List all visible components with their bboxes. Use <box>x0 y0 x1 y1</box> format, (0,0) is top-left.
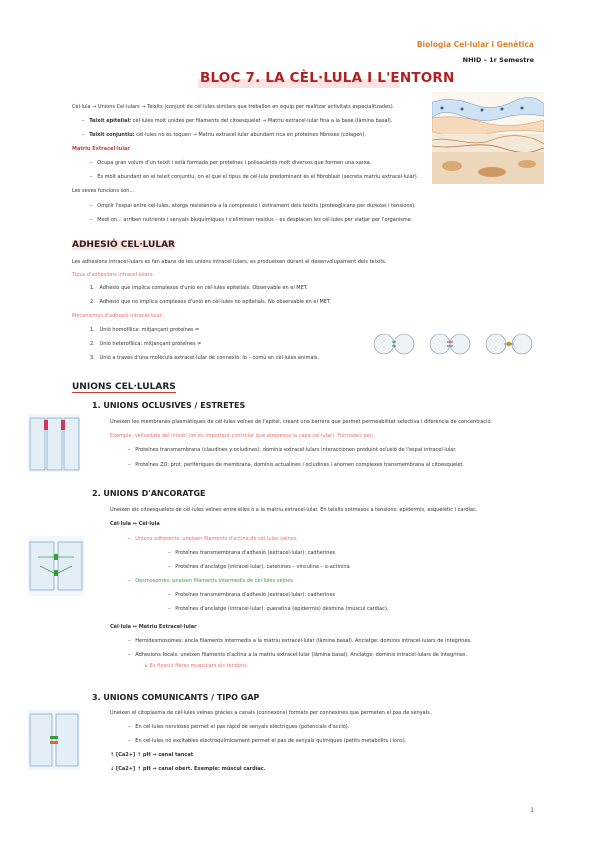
matriu-title: Matriu Extracel·lular <box>72 146 130 152</box>
tipus-item-2: 2. Adhesió que no implica complexos d'unió en cèl·lules no epitelials. No observable en el MET. <box>90 299 331 305</box>
ua-sub-text-2: Proteïnes d'anclatge (intracel·lular): catenines – vinculina – α-actinina <box>175 564 350 570</box>
ua-text: Unions adherents: uneixen filaments d'actina de cèl·lules veïnes. <box>135 536 299 542</box>
hemi-item: – Hemidesmosomes: ancla filaments intermedis a la matriu extracel·lular (làmina basal). Anclatge: dominis intracel·lulars de integrines. <box>128 638 472 644</box>
comunicants-rule-1: ↑ [Ca2+] ↑ pH → canal tancat <box>110 752 194 758</box>
des-sub-2: – Proteïnes d'anclatge (intracel·lular): queratina (epidermis) desmina (múscul cardíac). <box>168 606 389 612</box>
epitelial-item: – Teixit epitelial: cèl·lules molt unides per filaments del citoesquelet → Matriu extracel·lular fina a la base (làmina basal). <box>82 118 393 124</box>
comunicants-bullet-1: – En cèl·lules nervioses permet el pas ràpid de senyals elèctriques (potencials d'acció). <box>128 724 350 730</box>
conjuntiu-text: cèl·lules no es toquen → Matriu extracel·lular abundant rica en proteïnes fibroses (colagen). <box>136 132 367 138</box>
funcio-item-2: – Medi on... arriben nutrients i senyals bioquímiques i s'eliminen residus – es desplacen les cèl·lules per viatjar per l'organisme. <box>90 217 413 223</box>
page-number: 1 <box>530 806 534 814</box>
matriu-text-1: Ocupa gran volum d'un teixit i està formada per proteïnes i polisacàrids molt diversos que formen una xarxa. <box>97 160 372 166</box>
tissue-illustration <box>432 92 544 184</box>
oclusives-illustration <box>28 414 80 472</box>
funcio-item-1: – Omplir l'espai entre cèl·lules, atorga resistència a la compressió i estirament dels teixits (proteoglicans per durezas i tensions). <box>90 203 416 209</box>
comunicants-bullet-text-2: En cèl·lules no excitables electroquímicament permet el pas de senyals químiques (petits metabòlits i ions). <box>135 738 407 744</box>
mecanisme-item-3: 3. Unió a través d'una molècula extracel·lular de connexió: lo – comú en cèl·lules animals. <box>90 355 319 361</box>
comunicants-line-1: Uneixen el citoplasma de cèl·lules veïnes gràcies a canals (connexons) formats per connexines que permeten el pas de senyals. <box>110 710 432 716</box>
mecanisme-item-2: 2. Unió heterofílica: mitjançant proteïnes ≠ <box>90 341 202 347</box>
adhesio-title <box>72 240 175 251</box>
focals-note: ↳ Es fixació fibres musculars als tendons. <box>144 663 249 669</box>
ua-sub-1: – Proteïnes transmembrana d'adhesió (extracel·lular): cadherines <box>168 550 336 556</box>
epitelial-text: cèl·lules molt unides per filaments del citoesquelet → Matriu extracel·lular fina a la base (làmina basal). <box>132 118 393 124</box>
mecanisme-text-2: Unió heterofílica: mitjançant proteïnes ≠ <box>99 341 202 347</box>
matriu-item-2: – És molt abundant en el teixit conjuntiu, on el que el tipus de cèl·lula predominant és el fibroblast (secreta matriu extracel·lular). <box>90 174 419 180</box>
des-text: Desmosomes: uneixen filaments intermedis de cèl·lules veïnes. <box>135 578 295 584</box>
des-sub-1: – Proteïnes transmembrana d'adhesió (extracel·lular): cadherines <box>168 592 336 598</box>
mecanismes-title: Mecanismes d'adhesió intracel·lular: <box>72 313 164 319</box>
des-sub-text-2: Proteïnes d'anclatge (intracel·lular): queratina (epidermis) desmina (múscul cardíac). <box>175 606 389 612</box>
tipus-item-1: 1. Adhesió que implica complexos d'unió en cèl·lules epitelials. Observable en el MET. <box>90 285 308 291</box>
page-title: BLOC 7. LA CÈL·LULA I L'ENTORN <box>200 70 455 86</box>
oclusives-line-2: Exemple: vellositats del intestí (on és important controlar què atravessa la capa cel·lular). Formades per: <box>110 433 374 439</box>
matriu-text-2: És molt abundant en el teixit conjuntiu, on el que el tipus de cèl·lula predominant és el fibroblast (secreta matriu extracel·lular). <box>97 174 419 180</box>
matriu-item-1: – Ocupa gran volum d'un teixit i està formada per proteïnes i polisacàrids molt diversos que formen una xarxa. <box>90 160 372 166</box>
funcions-title: Les seves funcions són... <box>72 188 135 194</box>
funcio-text-2: Medi on... arriben nutrients i senyals bioquímiques i s'eliminen residus – es desplacen les cèl·lules per viatjar per l'organisme. <box>97 217 413 223</box>
ua-sub-text-1: Proteïnes transmembrana d'adhesió (extracel·lular): cadherines <box>175 550 336 556</box>
oclusives-bullet-text-1: Proteïnes transmembrana (claudines y ocludines): dominis extracel·lulars interaccionen produint oclusió de l'espai intracel·lular. <box>135 447 457 453</box>
comunicants-rule-2: ↓ [Ca2+] ↑ pH → canal obert. Exemple: múscul cardíac. <box>110 766 266 772</box>
course-header: NHID – 1r Semestre <box>462 56 534 64</box>
conjuntiu-item: – Teixit conjuntiu: cèl·lules no es toquen → Matriu extracel·lular abundant rica en proteïnes fibroses (colagen). <box>82 132 367 138</box>
cm-title: Cèl·lula ↔ Matriu Extracel·lular <box>110 624 197 630</box>
oclusives-heading: 1. UNIONS OCLUSIVES / ESTRETES <box>92 401 246 410</box>
tipus-text-1: Adhesió que implica complexos d'unió en cèl·lules epitelials. Observable en el MET. <box>99 285 308 291</box>
unions-title-text: UNIONS CEL·LULARS <box>72 382 176 392</box>
oclusives-bullet-text-2: Proteïnes ZO: prot. perifèriques de membrana, dominis actualines i ocludines i anomen complexes transmembrana al citoesquelet. <box>135 462 465 468</box>
focals-item: – Adhesions focals: uneixen filaments d'actina a la matriu extracel·lular (làmina basal). Anclatge: dominis intracel·lulars de integrines. <box>128 652 468 658</box>
comunicants-illustration <box>28 710 80 770</box>
conjuntiu-label: Teixit conjuntiu: <box>89 132 135 138</box>
adhesio-title-text: ADHESIÓ CEL·LULAR <box>72 240 175 250</box>
comunicants-bullet-text-1: En cèl·lules nervioses permet el pas ràpid de senyals elèctriques (potencials d'acció). <box>135 724 350 730</box>
oclusives-line-1: Uneixen les membranes plasmàtiques de cèl·lules veïnes de l'epitel, creant una barrera que permet permeabilitat selectiva i diferència de concentració. <box>110 419 492 425</box>
ua-item: – Unions adherents: uneixen filaments d'actina de cèl·lules veïnes. <box>128 536 299 542</box>
intro-line: Cèl·lula → Unions Cel·lulars → Teixits (conjunt de cèl·lules similars que treballen en equip per realitzar activitats especialitzades). <box>72 104 395 110</box>
comunicants-bullet-2: – En cèl·lules no excitables electroquímicament permet el pas de senyals químiques (petits metabòlits i ions). <box>128 738 407 744</box>
ancoratge-illustration <box>28 536 84 596</box>
ua-sub-2: – Proteïnes d'anclatge (intracel·lular): catenines – vinculina – α-actinina <box>168 564 350 570</box>
des-sub-text-1: Proteïnes transmembrana d'adhesió (extracel·lular): cadherines <box>175 592 336 598</box>
mecanisme-text-3: Unió a través d'una molècula extracel·lular de connexió: lo – comú en cèl·lules animals. <box>99 355 319 361</box>
tipus-title: Tipus d'adhesions intracel·lulars: <box>72 272 155 278</box>
subject-header: Biologia Cel·lular i Genètica <box>416 40 534 49</box>
funcio-text-1: Omplir l'espai entre cèl·lules, atorga resistència a la compressió i estirament dels teixits (proteoglicans per durezas i tensions). <box>97 203 416 209</box>
mecanisme-text-1: Unió homofílica: mitjançant proteïnes = <box>99 327 200 333</box>
mecanisme-item-1: 1. Unió homofílica: mitjançant proteïnes = <box>90 327 200 333</box>
unions-title <box>72 382 176 393</box>
tipus-text-2: Adhesió que no implica complexos d'unió en cèl·lules no epitelials. No observable en el MET. <box>99 299 331 305</box>
oclusives-bullet-1: – Proteïnes transmembrana (claudines y ocludines): dominis extracel·lulars interaccionen produint oclusió de l'espai intracel·lular. <box>128 447 457 453</box>
oclusives-bullet-2: – Proteïnes ZO: prot. perifèriques de membrana, dominis actualines i ocludines i anomen complexes transmembrana al citoesquelet. <box>128 462 465 468</box>
cc-title: Cèl·lula ↔ Cèl·lula <box>110 521 160 527</box>
des-item: – Desmosomes: uneixen filaments intermedis de cèl·lules veïnes. <box>128 578 295 584</box>
epitelial-label: Teixit epitelial: <box>89 118 132 124</box>
hemi-text: Hemidesmosomes: ancla filaments intermedis a la matriu extracel·lular (làmina basal). Anclatge: dominis intracel·lulars de integrines. <box>135 638 472 644</box>
focals-text: Adhesions focals: uneixen filaments d'actina a la matriu extracel·lular (làmina basal). Anclatge: dominis intracel·lulars de integrines. <box>135 652 468 658</box>
adhesion-mechanisms-illustration <box>366 320 546 366</box>
ancoratge-heading: 2. UNIONS D'ANCORATGE <box>92 489 206 498</box>
ancoratge-line-1: Uneixen els citoesquelets de cèl·lules veïnes entre elles o a la matriu extracel·lular. En teixits sotmesos a tensions: epidermis, esquelètic i cardíac. <box>110 507 478 513</box>
adhesio-line: Les adhesions intracel·lulars es fan abans de les unions intracel·lulars, es produeixen durant el desenvolupament dels teixits. <box>72 259 387 265</box>
comunicants-heading: 3. UNIONS COMUNICANTS / TIPO GAP <box>92 693 260 702</box>
